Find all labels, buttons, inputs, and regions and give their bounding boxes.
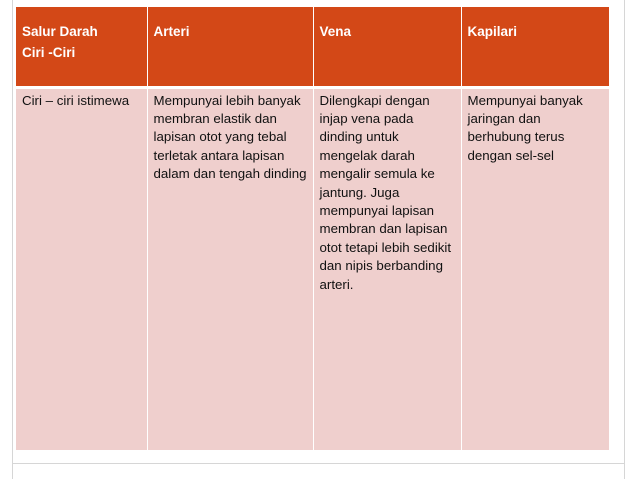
blood-vessel-comparison-table — [16, 7, 609, 450]
cell-ciri-istimewa — [16, 87, 147, 450]
slide-frame-bottom-line — [12, 463, 625, 464]
cell-text-ciri-istimewa: Ciri – ciri istimewa — [22, 92, 130, 108]
header-label-kapilari: Kapilari — [467, 24, 518, 39]
slide-frame-right-line — [624, 0, 625, 479]
header-label-arteri: Arteri — [153, 24, 190, 39]
cell-text-arteri: Mempunyai lebih banyak membran elastik dan lapisan otot yang tebal terletak antara lapisan dalam dan tengah dinding — [153, 92, 307, 182]
slide-frame-left-line — [12, 0, 13, 479]
header-cell-arteri — [147, 7, 313, 87]
table-row — [16, 87, 609, 450]
header-cell-kapilari — [461, 7, 609, 87]
cell-vena-description — [313, 87, 461, 450]
header-cell-vena — [313, 7, 461, 87]
header-cell-salur-darah — [16, 7, 147, 87]
table-header-row — [16, 7, 609, 87]
cell-kapilari-description — [461, 87, 609, 450]
cell-text-kapilari: Mempunyai banyak jaringan dan berhubung terus dengan sel-sel — [467, 92, 583, 163]
header-label-ciri-ciri: Ciri -Ciri — [22, 45, 76, 60]
cell-text-vena: Dilengkapi dengan injap vena pada dinding untuk mengelak darah mengalir semula ke jantung. Juga mempunyai lapisan membran dan lapisan otot tetapi lebih sedikit dan nipis berbanding arteri. — [319, 92, 452, 292]
cell-arteri-description — [147, 87, 313, 450]
header-label-vena: Vena — [319, 24, 352, 39]
header-label-salur-darah: Salur Darah — [22, 24, 98, 39]
